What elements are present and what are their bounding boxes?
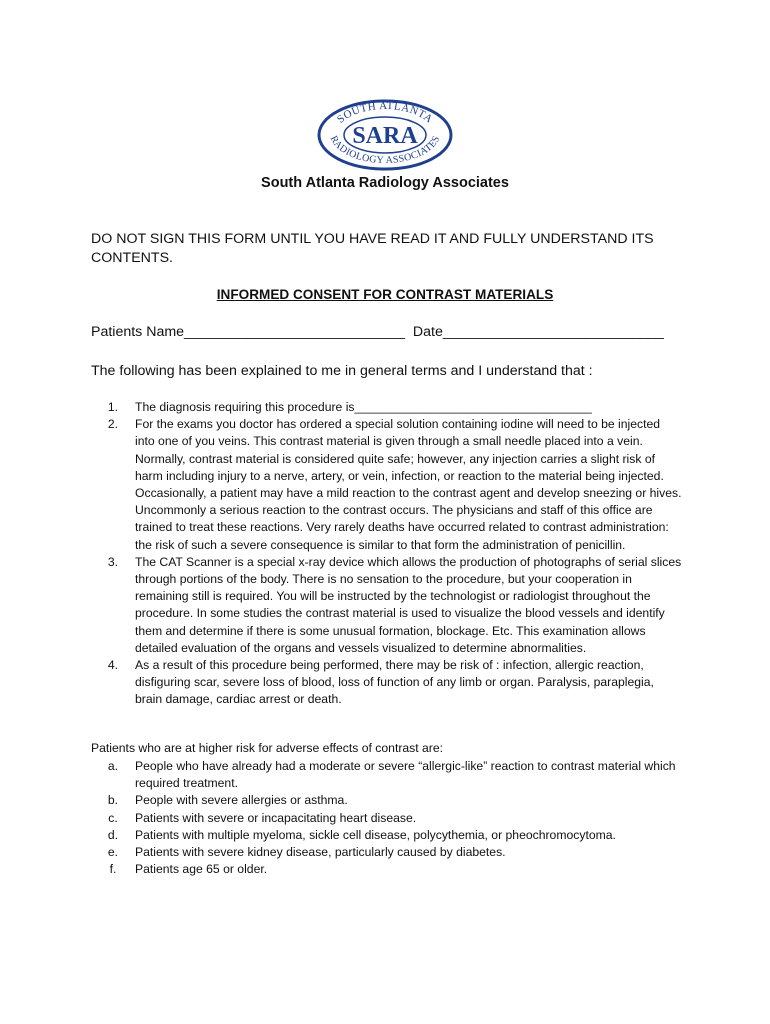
numbered-list bbox=[91, 399, 691, 709]
list-marker: e. bbox=[107, 845, 119, 860]
list-item bbox=[91, 416, 691, 554]
list-item-text: Patients with severe kidney disease, particularly caused by diabetes. bbox=[135, 845, 506, 860]
risk-heading: Patients who are at higher risk for adverse effects of contrast are: bbox=[91, 741, 444, 755]
logo-bottom-text: RADIOLOGY ASSOCIATES bbox=[327, 134, 443, 167]
list-marker: a. bbox=[107, 759, 119, 773]
list-item bbox=[91, 844, 691, 861]
list-item bbox=[91, 810, 691, 827]
list-marker: d. bbox=[107, 827, 119, 842]
list-marker: b. bbox=[107, 793, 119, 808]
list-item-text: The CAT Scanner is a special x-ray device which allows the production of photographs of serial slices through portions of the body. There is no sensation to the procedure, but your cooperation in remaining still is required. You will be instructed by the technologist or radiologist throughout the procedure. In some studies the contrast material is used to visualize the blood vessels and identify them and determine if there is some unusual formation, blockage. Etc. This examination allows detailed evaluation of the organs and vessels visualized to determine abnormalities. bbox=[135, 554, 682, 655]
list-item-text: People who have already had a moderate or severe “allergic-like” reaction to contrast material which required treatment. bbox=[135, 759, 676, 791]
form-title: INFORMED CONSENT FOR CONTRAST MATERIALS bbox=[216, 287, 554, 302]
list-marker: 1. bbox=[107, 400, 119, 414]
organization-name: South Atlanta Radiology Associates bbox=[261, 175, 509, 191]
list-item bbox=[91, 399, 691, 416]
list-marker: 4. bbox=[107, 658, 119, 673]
list-marker: c. bbox=[108, 810, 118, 825]
list-item bbox=[91, 758, 691, 792]
list-marker: 3. bbox=[107, 554, 119, 569]
lettered-list bbox=[91, 758, 691, 878]
sara-logo bbox=[316, 99, 454, 171]
list-item bbox=[91, 827, 691, 844]
list-item bbox=[91, 554, 691, 657]
logo-center-text: SARA bbox=[352, 123, 418, 149]
list-item bbox=[91, 792, 691, 809]
list-item-text: People with severe allergies or asthma. bbox=[135, 793, 348, 808]
patient-name-date-line[interactable]: Patients Name____________________________ Date____________________________ bbox=[91, 324, 664, 340]
list-item-text: As a result of this procedure being performed, there may be risk of : infection, allergic reaction, disfiguring scar, severe loss of blood, loss of function of any limb or organ. Paralysis, paraplegia, brain damage, cardiac arrest or death. bbox=[135, 658, 654, 707]
list-item-text: Patients with severe or incapacitating heart disease. bbox=[135, 810, 417, 825]
list-item-text: The diagnosis requiring this procedure is___________________________________ bbox=[135, 400, 592, 414]
list-marker: f. bbox=[109, 862, 117, 877]
explanation-intro: The following has been explained to me in general terms and I understand that : bbox=[91, 363, 593, 379]
list-marker: 2. bbox=[107, 417, 119, 432]
list-item-text: For the exams you doctor has ordered a special solution containing iodine will need to be injected into one of you veins. This contrast material is given through a small needle placed into a vein. Normally, contrast material is considered quite safe; however, any injection carries a slight risk of harm including injury to a nerve, artery, or vein, infection, or reaction to the material being injected. Occasionally, a patient may have a mild reaction to the contrast agent and develop sneezing or hives. Uncommonly a serious reaction to the contrast occurs. The physicians and staff of this office are trained to treat these reactions. Very rarely deaths have occurred related to contrast administration: the risk of such a severe consequence is similar to that form the administration of penicillin. bbox=[135, 417, 682, 552]
sign-warning: DO NOT SIGN THIS FORM UNTIL YOU HAVE READ IT AND FULLY UNDERSTAND ITS CONTENTS. bbox=[91, 231, 654, 266]
sara-logo-emblem bbox=[316, 99, 454, 171]
list-item bbox=[91, 657, 691, 709]
list-item-text: Patients age 65 or older. bbox=[135, 862, 268, 877]
list-item bbox=[91, 861, 691, 878]
logo-top-text: SOUTH ATLANTA bbox=[334, 99, 436, 126]
list-item-text: Patients with multiple myeloma, sickle cell disease, polycythemia, or pheochromocytoma. bbox=[135, 827, 616, 842]
